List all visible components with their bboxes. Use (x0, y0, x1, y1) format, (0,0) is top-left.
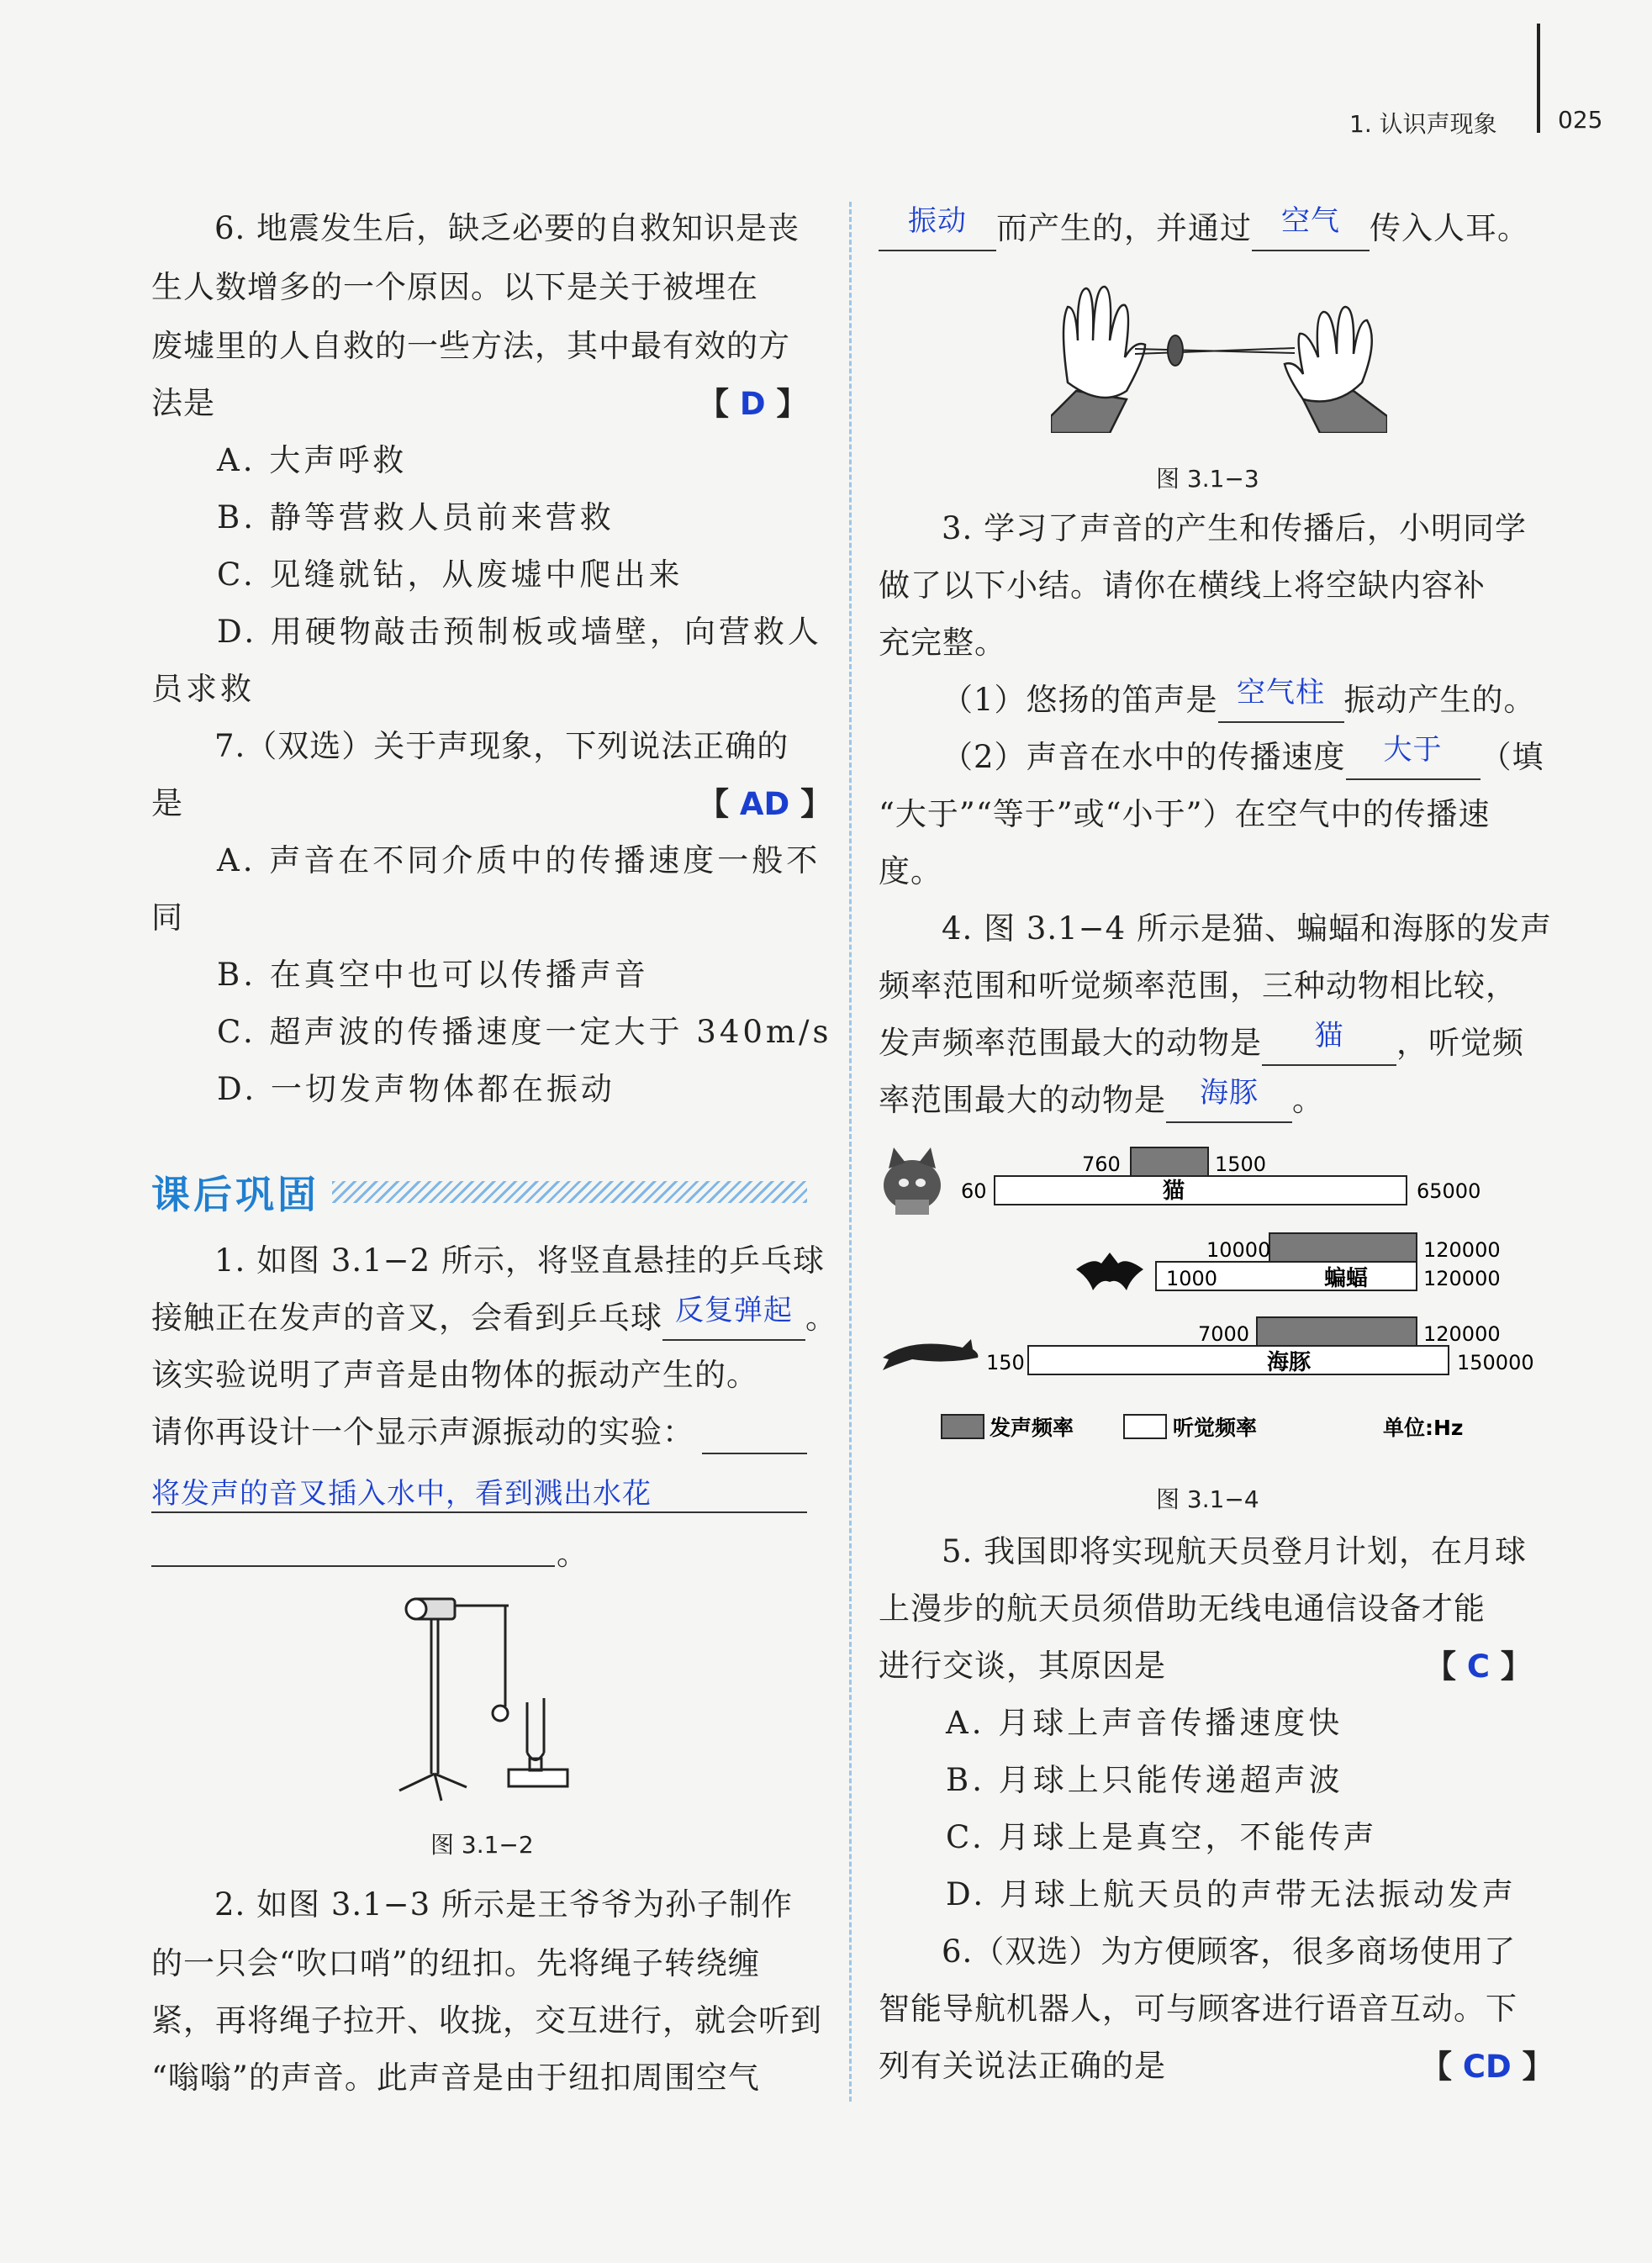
p6-line-3: 列有关说法正确的是 (879, 2048, 1166, 2084)
p4-line-1: 4. 图 3.1−4 所示是猫、蝙蝠和海豚的发声 (942, 910, 1552, 947)
q7-option-d: D. 一切发声物体都在振动 (217, 1071, 615, 1107)
q6-answer-bracket: 【 D 】 (698, 385, 808, 422)
q7-option-a-cont: 同 (151, 899, 186, 936)
p3-sub-2-line-2: “大于”“等于”或“小于”）在空气中的传播速 (879, 796, 1491, 832)
column-divider (849, 202, 852, 2102)
p5-answer: C (1466, 1648, 1491, 1685)
p2-line-4: “嗡嗡”的声音。此声音是由于纽扣周围空气 (151, 2060, 760, 2096)
legend-emit-swatch (942, 1415, 984, 1438)
p4-line-3: 发声频率范围最大的动物是 猫 ，听觉频 (879, 1023, 1524, 1066)
q6-option-a: A. 大声呼救 (217, 442, 408, 478)
bat-emit-max: 120000 (1423, 1238, 1501, 1262)
p5-line-2: 上漫步的航天员须借助无线电通信设备才能 (879, 1590, 1486, 1627)
q7-option-b: B. 在真空中也可以传播声音 (217, 957, 649, 993)
figure-3-1-2 (383, 1580, 593, 1807)
p5-option-d: D. 月球上航天员的声带无法振动发声 (946, 1876, 1517, 1912)
q7-answer: AD (739, 786, 790, 822)
p1-answer-1: 反复弹起 (675, 1294, 793, 1327)
bat-emit-bar (1269, 1233, 1417, 1262)
bat-hear-max: 120000 (1423, 1267, 1501, 1290)
p5-answer-bracket: 【 C 】 (1425, 1648, 1532, 1685)
p3-sub-1: （1）悠扬的笛声是 空气柱 振动产生的。 (942, 680, 1536, 723)
p5-option-b: B. 月球上只能传递超声波 (946, 1762, 1343, 1798)
p1-blank-line-6 (151, 1565, 555, 1567)
p4-line-4: 率范围最大的动物是 海豚 。 (879, 1080, 1324, 1123)
bat-label: 蝙蝠 (1324, 1266, 1369, 1291)
bat-emit-min: 10000 (1206, 1238, 1271, 1262)
p4-answer-2: 海豚 (1200, 1076, 1259, 1110)
p4-answer-1: 猫 (1314, 1019, 1344, 1052)
dolphin-emit-bar (1257, 1317, 1417, 1346)
header-rule (1537, 24, 1540, 133)
p5-line-1: 5. 我国即将实现航天员登月计划，在月球 (942, 1533, 1528, 1569)
chapter-title: 1. 认识声现象 (1349, 110, 1497, 138)
p2-answer-1: 振动 (908, 204, 967, 238)
legend-emit-label: 发声频率 (990, 1416, 1074, 1440)
p2-line-3: 紧，再将绳子拉开、收拢，交互进行，就会听到 (151, 2002, 822, 2039)
p3-sub-2: （2）声音在水中的传播速度 大于 （填 (942, 737, 1544, 780)
q6-answer: D (739, 386, 766, 422)
dolphin-hear-bar (1028, 1346, 1449, 1374)
cat-icon (884, 1147, 941, 1215)
p6-line-2: 智能导航机器人，可与顾客进行语音互动。下 (879, 1991, 1517, 2027)
q7-line-2: 是 (151, 785, 183, 821)
p1-answer-2: 将发声的音叉插入水中，看到溅出水花 (151, 1477, 652, 1511)
p1-line-4: 请你再设计一个显示声源振动的实验： (151, 1414, 694, 1450)
cat-label: 猫 (1163, 1179, 1185, 1204)
cat-hear-min: 60 (961, 1179, 987, 1203)
legend-unit: 单位:Hz (1383, 1416, 1464, 1440)
p5-option-c: C. 月球上是真空，不能传声 (946, 1819, 1378, 1855)
cat-hear-bar (995, 1176, 1407, 1205)
cat-emit-bar (1131, 1147, 1208, 1176)
dolphin-emit-min: 7000 (1198, 1322, 1250, 1346)
q7-line-1: 7.（双选）关于声现象，下列说法正确的 (214, 728, 789, 764)
q6-option-c: C. 见缝就钻，从废墟中爬出来 (217, 557, 683, 593)
cat-emit-min: 760 (1082, 1153, 1121, 1176)
dolphin-icon (883, 1339, 978, 1370)
q6-option-d: D. 用硬物敲击预制板或墙壁，向营救人 (217, 614, 822, 650)
q6-line-4: 法是 (151, 385, 215, 421)
p3-sub-2-line-3: 度。 (879, 853, 942, 889)
figure-3-1-2-caption: 图 3.1−2 (430, 1831, 534, 1859)
p2-continuation: 振动 而产生的，并通过 空气 传入人耳。 (879, 208, 1529, 251)
p6-answer-bracket: 【 CD 】 (1421, 2048, 1554, 2085)
p4-line-2: 频率范围和听觉频率范围，三种动物相比较， (879, 968, 1517, 1004)
p1-line-1: 1. 如图 3.1−2 所示，将竖直悬挂的乒乓球 (214, 1242, 825, 1279)
p1-line-2: 接触正在发声的音叉，会看到乒乓球 反复弹起 。 (151, 1298, 837, 1341)
p2-answer-2: 空气 (1281, 204, 1340, 238)
dolphin-emit-max: 120000 (1423, 1322, 1501, 1346)
section-title: 课后巩固 (151, 1172, 319, 1217)
legend-hear-swatch (1124, 1415, 1166, 1438)
p3-line-2: 做了以下小结。请你在横线上将空缺内容补 (879, 567, 1486, 604)
q7-option-a: A. 声音在不同介质中的传播速度一般不 (217, 842, 821, 878)
q6-option-b: B. 静等营救人员前来营救 (217, 499, 615, 535)
figure-3-1-4 (879, 1139, 1543, 1459)
p5-line-3: 进行交谈，其原因是 (879, 1648, 1166, 1684)
p3-answer-1: 空气柱 (1237, 676, 1326, 709)
figure-3-1-3-caption: 图 3.1−3 (1156, 465, 1259, 493)
legend-hear-label: 听觉频率 (1173, 1416, 1258, 1440)
p1-line-6-end: 。 (557, 1536, 588, 1572)
p3-line-1: 3. 学习了声音的产生和传播后，小明同学 (942, 510, 1528, 546)
p3-line-3: 充完整。 (879, 625, 1006, 661)
p3-answer-2: 大于 (1383, 733, 1443, 767)
section-title-stripes (332, 1181, 807, 1203)
q6-line-2: 生人数增多的一个原因。以下是关于被埋在 (151, 269, 758, 305)
figure-3-1-3 (1051, 273, 1387, 433)
q7-option-c: C. 超声波的传播速度一定大于 340m/s (217, 1014, 832, 1050)
q7-answer-bracket: 【 AD 】 (698, 785, 832, 822)
figure-3-1-4-caption: 图 3.1−4 (1156, 1485, 1259, 1513)
dolphin-hear-min: 150 (986, 1351, 1025, 1374)
p6-answer: CD (1462, 2049, 1512, 2085)
p1-line-5 (151, 1473, 652, 1514)
q6-option-d-cont: 员求救 (151, 671, 255, 707)
dolphin-label: 海豚 (1267, 1350, 1312, 1375)
p1-line-3: 该实验说明了声音是由物体的振动产生的。 (151, 1357, 758, 1393)
q6-line-3: 废墟里的人自救的一些方法，其中最有效的方 (151, 328, 790, 364)
p5-option-a: A. 月球上声音传播速度快 (946, 1705, 1343, 1741)
cat-emit-max: 1500 (1215, 1153, 1267, 1176)
p2-line-1: 2. 如图 3.1−3 所示是王爷爷为孙子制作 (214, 1886, 793, 1923)
cat-hear-max: 65000 (1417, 1179, 1481, 1203)
p1-blank-line-5 (151, 1511, 807, 1513)
bat-hear-min: 1000 (1166, 1267, 1218, 1290)
dolphin-hear-max: 150000 (1457, 1351, 1534, 1374)
p6-line-1: 6.（双选）为方便顾客，很多商场使用了 (942, 1933, 1517, 1970)
p2-line-2: 的一只会“吹口哨”的纽扣。先将绳子转绕缠 (151, 1945, 760, 1981)
bat-icon (1076, 1253, 1143, 1290)
page-number: 025 (1558, 106, 1603, 134)
q6-line-1: 6. 地震发生后，缺乏必要的自救知识是丧 (214, 210, 800, 246)
p1-blank-line-4 (702, 1453, 807, 1454)
